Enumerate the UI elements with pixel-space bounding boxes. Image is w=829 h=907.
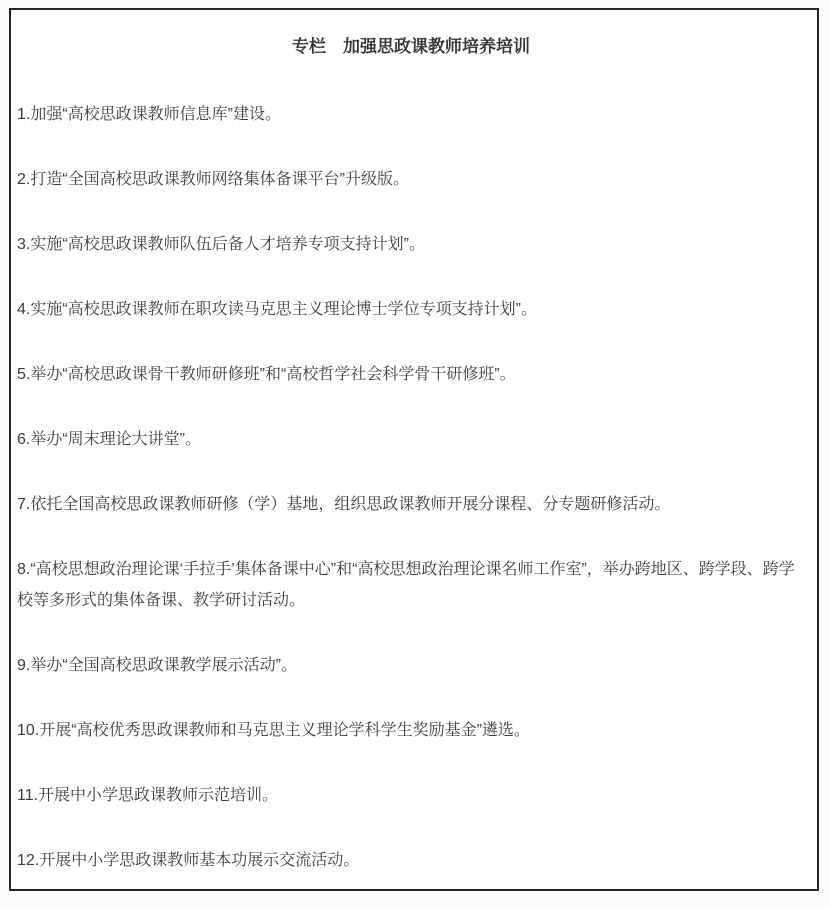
column-box [9,8,819,891]
column-title: 专栏 加强思政课教师培养培训 [292,37,530,56]
list-item: 6.举办“周末理论大讲堂”。 [17,431,202,448]
list-item: 11.开展中小学思政课教师示范培训。 [17,787,279,804]
list-item: 10.开展“高校优秀思政课教师和马克思主义理论学科学生奖励基金”遴选。 [17,722,530,739]
list-item: 9.举办“全国高校思政课教学展示活动”。 [17,657,298,674]
list-item: 1.加强“高校思政课教师信息库”建设。 [17,106,282,123]
list-item: 7.依托全国高校思政课教师研修（学）基地，组织思政课教师开展分课程、分专题研修活动。 [17,496,671,513]
list-item: 4.实施“高校思政课教师在职攻读马克思主义理论博士学位专项支持计划”。 [17,301,538,318]
list-item: 5.举办“高校思政课骨干教师研修班”和“高校哲学社会科学骨干研修班”。 [17,366,516,383]
list-item: 2.打造“全国高校思政课教师网络集体备课平台”升级版。 [17,171,410,188]
list-item: 3.实施“高校思政课教师队伍后备人才培养专项支持计划”。 [17,236,426,253]
list-item: 12.开展中小学思政课教师基本功展示交流活动。 [17,852,360,869]
list-item: 8.“高校思想政治理论课‘手拉手’集体备课中心”和“高校思想政治理论课名师工作室”，举办跨地区、跨学段、跨学校等多形式的集体备课、教学研讨活动。 [17,561,795,609]
items-list [17,99,805,876]
